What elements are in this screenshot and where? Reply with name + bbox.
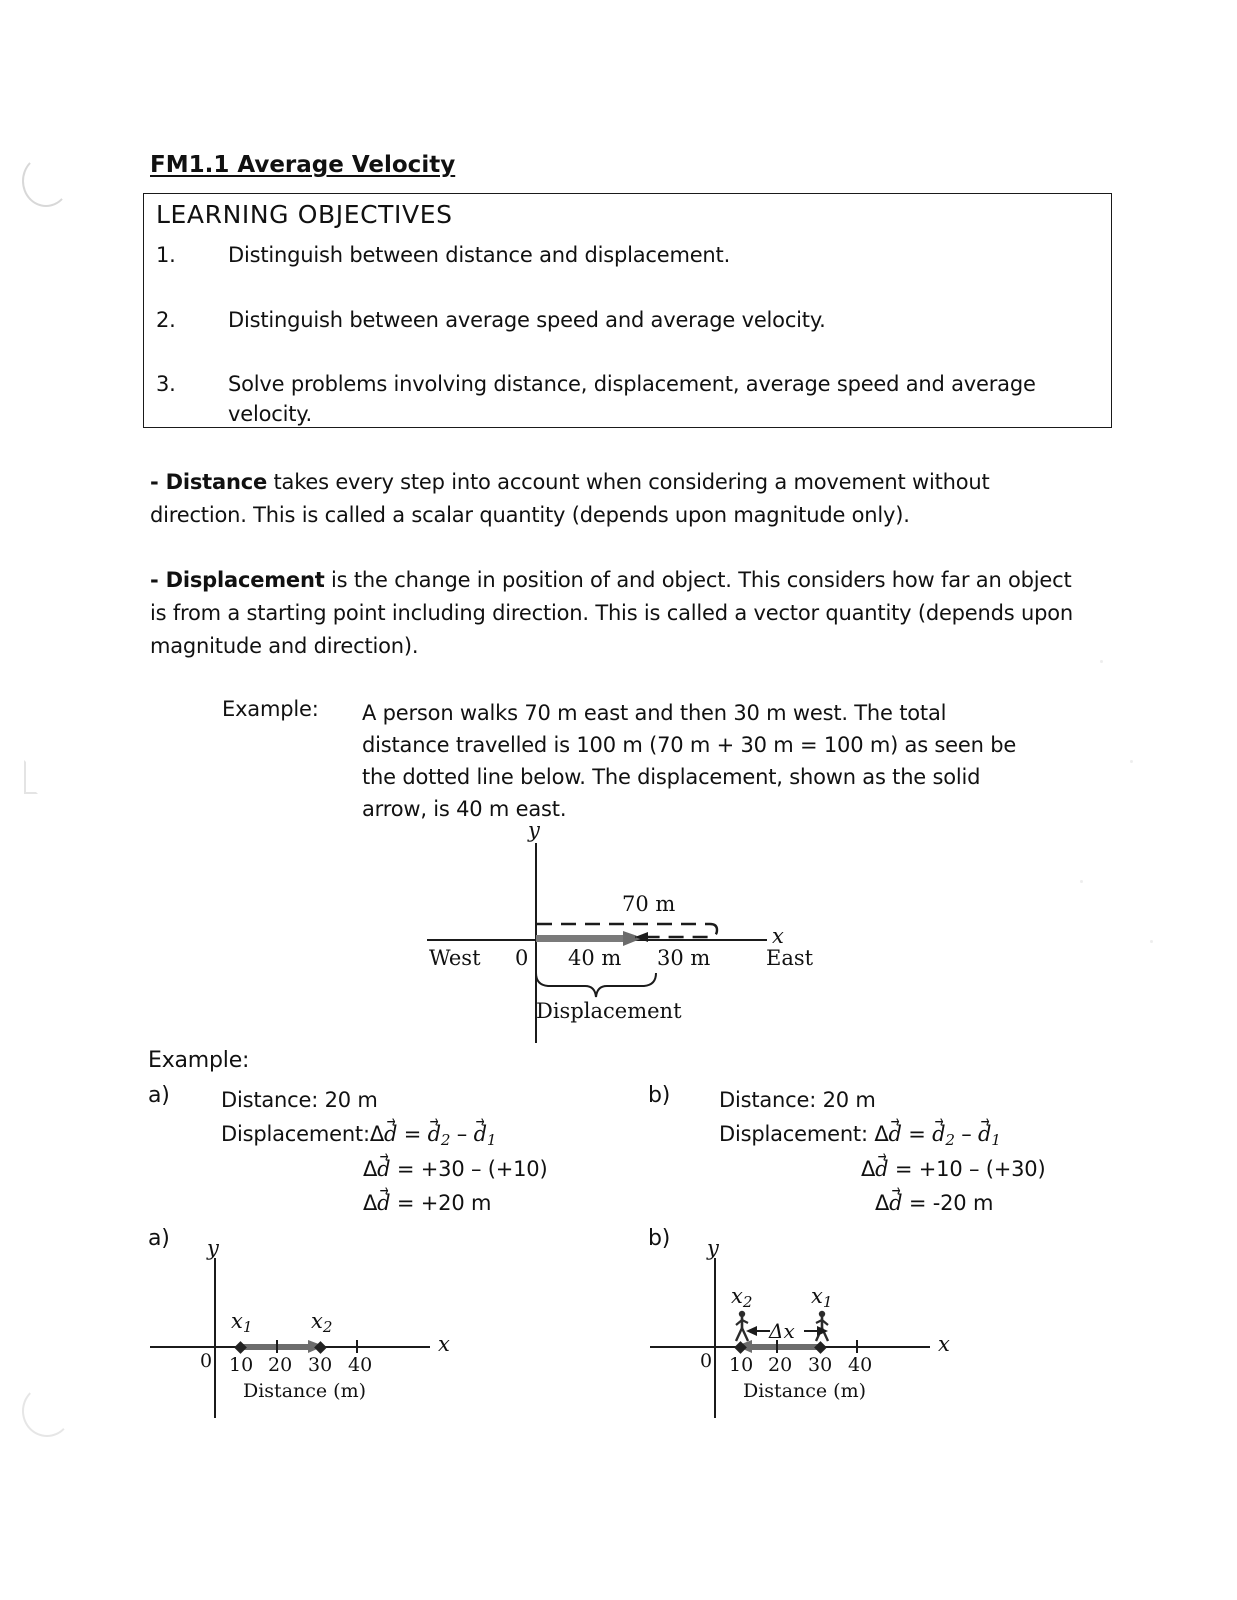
scan-speck <box>1150 940 1153 943</box>
scan-speck <box>1100 660 1103 663</box>
tick-label-20: 20 <box>768 1354 793 1376</box>
point-label-x1-sub: 1 <box>242 1318 253 1337</box>
part-b-delta-3: Δ <box>875 1191 890 1215</box>
brace-label-displacement: Displacement <box>536 999 682 1023</box>
point-label-x2-letter: x <box>731 1284 743 1308</box>
y-axis <box>714 1258 716 1418</box>
point-label-x2-sub: 2 <box>322 1318 333 1337</box>
part-b-line-three-rhs: = -20 m <box>902 1191 994 1215</box>
hole-punch-artifact-top <box>22 155 70 207</box>
number-line-diagram-a <box>150 1236 480 1425</box>
tick-40 <box>856 1340 858 1353</box>
part-a-line-two <box>363 1152 547 1186</box>
example-one-label: Example: <box>222 697 319 721</box>
hole-punch-artifact-middle <box>24 760 38 794</box>
definition-displacement <box>150 564 1080 663</box>
x-axis-label: x <box>772 924 784 948</box>
part-b-sub-1: 1 <box>991 1131 1001 1150</box>
y-axis <box>214 1258 216 1418</box>
example-one-body: A person walks 70 m east and then 30 m west. The total distance travelled is 100 m (70 m + 30 m = 100 m) as seen be the dotted line below. The displacement, shown as the solid arrow, is 40 m east. <box>362 701 1017 821</box>
term-distance: - Distance <box>150 470 268 494</box>
tick-40 <box>356 1340 358 1353</box>
part-b-delta: Δ <box>874 1122 889 1146</box>
tick-label-10: 10 <box>729 1354 754 1376</box>
example-two-label: Example: <box>148 1048 250 1073</box>
displacement-diagram-main <box>405 820 825 1045</box>
tick-label-30: 30 <box>808 1354 833 1376</box>
part-b-marker: b) <box>648 1083 671 1108</box>
tick-label-20: 20 <box>268 1354 293 1376</box>
definition-distance <box>150 466 1080 532</box>
part-b-vector-d: d → <box>889 1117 902 1151</box>
term-displacement: - Displacement <box>150 568 325 592</box>
tick-label-10: 10 <box>229 1354 254 1376</box>
part-b-displacement-prefix: Displacement: <box>719 1122 875 1146</box>
point-label-x2 <box>311 1309 332 1336</box>
point-label-x1 <box>231 1309 252 1336</box>
point-label-x1-letter: x <box>231 1309 243 1333</box>
part-a-distance: Distance: 20 m <box>221 1088 378 1112</box>
part-a-delta-3: Δ <box>363 1191 378 1215</box>
part-a-delta: Δ <box>369 1122 385 1146</box>
part-a-delta-2: Δ <box>363 1157 378 1181</box>
part-b-line-two <box>861 1152 1045 1186</box>
point-label-x1-sub: 1 <box>822 1293 833 1312</box>
displacement-vector-bar <box>748 1344 820 1350</box>
x-axis-label: x <box>938 1332 950 1356</box>
diagram-b-marker: b) <box>648 1226 671 1251</box>
x-axis-label: x <box>438 1332 450 1356</box>
objective-text: Distinguish between average speed and average velocity. <box>228 308 826 332</box>
y-axis-label: y <box>528 818 540 842</box>
part-a-line-two-rhs: = +30 – (+10) <box>390 1157 548 1181</box>
part-a-vector-d-line2: d → <box>377 1152 390 1186</box>
segment-one-label: 40 m <box>568 946 622 970</box>
scan-speck <box>1080 880 1083 883</box>
learning-objectives-box <box>143 193 1112 428</box>
diagram-a-marker: a) <box>148 1226 170 1251</box>
y-axis-label: y <box>707 1236 719 1260</box>
definition-distance-text: takes every step into account when considering a movement without direction. This is called a scalar quantity (depends upon magnitude only). <box>150 470 990 527</box>
part-a-marker: a) <box>148 1083 170 1108</box>
part-b-vector-d1: d → <box>978 1117 991 1151</box>
tick-label-30: 30 <box>308 1354 333 1376</box>
part-b-vector-d2: d → <box>932 1117 945 1151</box>
part-b-line-two-rhs: = +10 – (+30) <box>888 1157 1046 1181</box>
point-label-x2-letter: x <box>311 1309 323 1333</box>
part-b-minus: – <box>954 1122 979 1146</box>
objective-number: 2. <box>156 308 176 332</box>
part-b-equals: = <box>901 1122 933 1146</box>
part-b-vector-d-line3: d → <box>889 1186 902 1220</box>
origin-label: 0 <box>200 1350 213 1372</box>
y-axis-label: y <box>207 1236 219 1260</box>
objectives-heading: LEARNING OBJECTIVES <box>156 200 453 229</box>
objective-number: 1. <box>156 243 176 267</box>
part-b-distance: Distance: 20 m <box>719 1088 876 1112</box>
origin-label: 0 <box>515 946 529 970</box>
tick-20 <box>276 1340 278 1353</box>
delta-x-label: Δx <box>769 1319 795 1343</box>
west-label: West <box>429 946 481 970</box>
dashed-distance-label: 70 m <box>622 892 676 916</box>
part-b-sub-2: 2 <box>945 1131 955 1150</box>
part-a-vector-d-line3: d → <box>377 1186 390 1220</box>
point-label-x1-letter: x <box>811 1284 823 1308</box>
definition-displacement-text: is the change in position of and object. This considers how far an object is from a starting point including direction. This is called a vector quantity (depends upon magnitude and direction). <box>150 568 1073 658</box>
axis-title: Distance (m) <box>743 1380 867 1402</box>
part-a-vector-d1: d → <box>474 1117 487 1151</box>
part-a-vector-d2: d → <box>428 1117 441 1151</box>
objective-text: Solve problems involving distance, displacement, average speed and average velocity. <box>228 372 1036 426</box>
tick-label-40: 40 <box>848 1354 873 1376</box>
scan-speck <box>1130 760 1133 763</box>
point-label-x2 <box>731 1284 752 1311</box>
part-a-line-three <box>363 1186 491 1220</box>
hole-punch-artifact-bottom <box>22 1385 72 1437</box>
dashed-distance-path <box>535 916 835 946</box>
objective-number: 3. <box>156 372 176 396</box>
part-a-minus: – <box>450 1122 474 1146</box>
point-label-x1 <box>811 1284 832 1311</box>
part-a-equals: = <box>397 1122 428 1146</box>
part-a-line-three-rhs: = +20 m <box>390 1191 492 1215</box>
page-title: FM1.1 Average Velocity <box>150 152 456 178</box>
axis-title: Distance (m) <box>243 1380 367 1402</box>
part-b-vector-d-line2: d → <box>875 1152 888 1186</box>
tick-label-40: 40 <box>348 1354 373 1376</box>
origin-label: 0 <box>700 1350 713 1372</box>
objective-text: Distinguish between distance and displacement. <box>228 243 731 267</box>
part-a-sub-2: 2 <box>440 1131 451 1150</box>
part-b-line-three <box>875 1186 993 1220</box>
point-label-x2-sub: 2 <box>742 1293 753 1312</box>
part-a-vector-d: d → <box>384 1117 397 1151</box>
part-a-sub-1: 1 <box>486 1131 497 1150</box>
part-a-displacement-prefix: Displacement: <box>221 1122 370 1146</box>
east-label: East <box>766 946 814 970</box>
segment-two-label: 30 m <box>657 946 711 970</box>
number-line-diagram-b <box>650 1236 980 1425</box>
part-b-delta-2: Δ <box>861 1157 876 1181</box>
